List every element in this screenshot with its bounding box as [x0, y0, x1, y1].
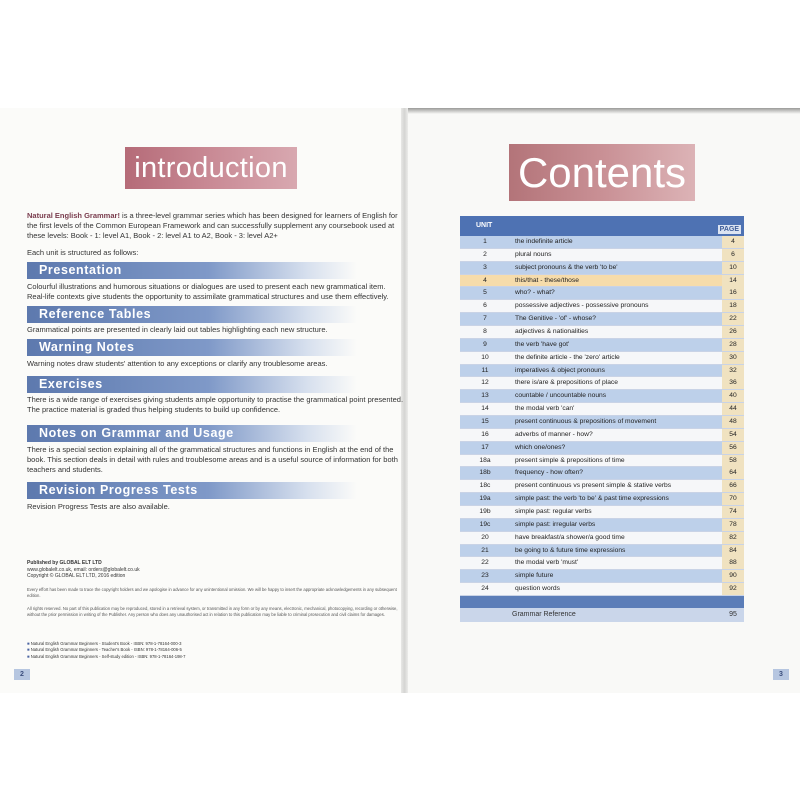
unit-page: 44 — [722, 403, 744, 415]
section-text-notes-grammar-usage: There is a special section explaining all of the grammatical structures and functions in English at the end of the book. This section deals in detail with rules and troublesome areas and is a useful source of information for both teachers and students. — [27, 445, 398, 474]
page-number-left: 2 — [14, 669, 30, 680]
unit-page: 90 — [722, 570, 744, 582]
page-number-right: 3 — [773, 669, 789, 680]
unit-number: 2 — [483, 250, 487, 258]
contents-row[interactable] — [460, 480, 744, 493]
unit-number: 8 — [483, 328, 487, 336]
contents-row[interactable] — [460, 300, 744, 313]
unit-title: frequency - how often? — [515, 469, 584, 477]
contents-rows — [460, 236, 744, 596]
unit-number: 6 — [483, 302, 487, 310]
contents-row[interactable] — [460, 262, 744, 275]
unit-page: 14 — [722, 275, 744, 287]
unit-number: 11 — [481, 366, 489, 374]
unit-number: 17 — [481, 443, 489, 451]
grammar-reference-row[interactable] — [460, 608, 744, 622]
unit-title: the indefinite article — [515, 238, 573, 245]
section-text-reference-tables: Grammatical points are presented in clearly laid out tables highlighting each new structure. — [27, 325, 328, 334]
unit-title: which one/ones? — [515, 443, 566, 451]
unit-page: 26 — [722, 326, 744, 338]
unit-title: present continuous vs present simple & stative verbs — [515, 482, 672, 490]
contents-row[interactable] — [460, 442, 744, 455]
unit-column-header: UNIT — [476, 222, 493, 229]
unit-page: 66 — [722, 480, 744, 492]
unit-title: the verb 'have got' — [515, 340, 570, 348]
unit-page: 22 — [722, 313, 744, 325]
unit-page: 30 — [722, 352, 744, 364]
section-heading-notes-grammar-usage: Notes on Grammar and Usage — [27, 425, 357, 442]
unit-page: 54 — [722, 429, 744, 441]
unit-title: the modal verb 'must' — [515, 559, 579, 567]
contents-row[interactable] — [460, 545, 744, 558]
unit-title: countable / uncountable nouns — [515, 392, 607, 400]
isbn-item: ■ Natural English Grammar Beginners - Self-study edition - ISBN: 978-1-78164-198-7 — [27, 653, 186, 659]
unit-number: 3 — [483, 263, 487, 271]
copyright-line: Copyright © GLOBAL ELT LTD, 2016 edition — [27, 573, 126, 579]
contents-row[interactable] — [460, 249, 744, 262]
section-heading-presentation: Presentation — [27, 262, 357, 279]
publisher-name: Published by GLOBAL ELT LTD — [27, 560, 102, 566]
contents-row[interactable] — [460, 493, 744, 506]
unit-number: 9 — [483, 340, 487, 348]
contents-row[interactable] — [460, 390, 744, 403]
unit-title: imperatives & object pronouns — [515, 366, 605, 374]
contents-row[interactable] — [460, 403, 744, 416]
contents-row[interactable] — [460, 467, 744, 480]
isbn-item: ■ Natural English Grammar Beginners - Teacher's Book - ISBN: 978-1-78164-006-5 — [27, 647, 182, 653]
unit-number: 12 — [481, 379, 489, 387]
unit-title: present simple & prepositions of time — [515, 456, 625, 464]
unit-number: 20 — [481, 533, 489, 541]
unit-title: present continuous & prepositions of movement — [515, 418, 657, 426]
unit-number: 1 — [483, 238, 487, 245]
unit-number: 19c — [479, 520, 491, 528]
unit-number: 18a — [479, 456, 491, 464]
unit-number: 22 — [481, 559, 489, 567]
unit-page: 6 — [722, 249, 744, 261]
contents-row[interactable] — [460, 557, 744, 570]
unit-title: have breakfast/a shower/a good time — [515, 533, 625, 541]
contents-row[interactable] — [460, 583, 744, 596]
series-name: Natural English Grammar! — [27, 211, 120, 220]
contents-title: Contents — [509, 144, 695, 201]
section-heading-revision-tests: Revision Progress Tests — [27, 482, 357, 499]
contents-row[interactable] — [460, 570, 744, 583]
unit-title: there is/are & prepositions of place — [515, 379, 618, 387]
unit-page: 28 — [722, 339, 744, 351]
unit-title: the definite article - the 'zero' article — [515, 353, 620, 361]
unit-number: 5 — [483, 289, 487, 297]
unit-number: 18c — [479, 482, 491, 490]
intro-paragraph — [27, 211, 399, 241]
unit-title: question words — [515, 585, 560, 593]
unit-title: who? - what? — [515, 289, 555, 297]
unit-title: this/that - these/those — [515, 276, 579, 284]
contents-row[interactable] — [460, 236, 744, 249]
contents-row[interactable] — [460, 519, 744, 532]
unit-number: 10 — [481, 353, 489, 361]
unit-page: 88 — [722, 557, 744, 569]
unit-number: 23 — [481, 572, 489, 580]
unit-page: 48 — [722, 416, 744, 428]
unit-page: 56 — [722, 442, 744, 454]
unit-number: 24 — [481, 585, 489, 593]
unit-page: 40 — [722, 390, 744, 402]
unit-number: 21 — [481, 546, 489, 554]
grammar-reference-title: Grammar Reference — [512, 611, 576, 619]
introduction-title: introduction — [125, 147, 297, 189]
contents-row[interactable] — [460, 275, 744, 288]
unit-title: plural nouns — [515, 250, 552, 258]
contents-row[interactable] — [460, 532, 744, 545]
isbn-list — [27, 641, 185, 660]
publisher-contact: www.globalelt.co.uk, email: orders@globalelt.co.uk — [27, 566, 140, 573]
unit-page: 78 — [722, 519, 744, 531]
structure-line: Each unit is structured as follows: — [27, 248, 139, 257]
unit-page: 70 — [722, 493, 744, 505]
unit-title: possessive adjectives - possessive pronouns — [515, 302, 649, 310]
section-heading-exercises: Exercises — [27, 376, 357, 393]
contents-divider — [460, 596, 744, 608]
section-text-warning-notes: Warning notes draw students' attention to any exceptions or clarify any troublesome areas. — [27, 359, 328, 368]
contents-table — [460, 216, 744, 622]
unit-number: 15 — [481, 418, 489, 426]
unit-number: 14 — [481, 405, 489, 413]
unit-number: 19a — [479, 495, 491, 503]
unit-page: 84 — [722, 545, 744, 557]
unit-number: 19b — [479, 508, 491, 516]
contents-header — [460, 216, 744, 236]
section-text-exercises: There is a wide range of exercises giving students ample opportunity to practise the grammatical point presented. The practice material is graded thus helping students to build up confidence. — [27, 395, 404, 414]
contents-row[interactable] — [460, 313, 744, 326]
section-text-revision-tests: Revision Progress Tests are also available. — [27, 502, 170, 511]
contents-row[interactable] — [460, 287, 744, 300]
unit-number: 13 — [481, 392, 489, 400]
unit-title: adverbs of manner - how? — [515, 430, 593, 438]
unit-title: adjectives & nationalities — [515, 328, 589, 336]
unit-title: the modal verb 'can' — [515, 405, 575, 413]
section-heading-warning-notes: Warning Notes — [27, 339, 357, 356]
unit-title: subject pronouns & the verb 'to be' — [515, 263, 618, 271]
contents-row[interactable] — [460, 429, 744, 442]
contents-row[interactable] — [460, 506, 744, 519]
unit-page: 58 — [722, 455, 744, 467]
unit-title: The Genitive - 'of' - whose? — [515, 315, 596, 323]
publisher-info — [27, 560, 140, 580]
unit-page: 32 — [722, 365, 744, 377]
isbn-item: ■ Natural English Grammar Beginners - Student's Book - ISBN: 978-1-78164-000-3 — [27, 641, 182, 646]
page-column-header: PAGE — [719, 226, 739, 233]
unit-title: simple past: the verb 'to be' & past time expressions — [515, 495, 669, 503]
grammar-reference-page: 95 — [729, 611, 737, 619]
unit-page: 64 — [722, 467, 744, 479]
contents-row[interactable] — [460, 365, 744, 378]
unit-page: 82 — [722, 532, 744, 544]
unit-title: simple future — [515, 572, 554, 580]
unit-page: 74 — [722, 506, 744, 518]
unit-page: 10 — [722, 262, 744, 274]
unit-title: be going to & future time expressions — [515, 546, 626, 554]
rights-notice: All rights reserved. No part of this publication may be reproduced, stored in a retrieval system, or transmitted in any form or by any means, electronic, mechanical, photocopying, recording or otherwise, without the prior permission in writing of the Publisher. Any person who does any unauthorised act in relation to this publication may be liable to criminal prosecution and civil claims for damages. — [27, 606, 398, 617]
unit-number: 18b — [479, 469, 491, 477]
unit-page: 16 — [722, 287, 744, 299]
contents-row[interactable] — [460, 326, 744, 339]
unit-title: simple past: irregular verbs — [515, 520, 596, 528]
contents-row[interactable] — [460, 377, 744, 390]
section-heading-reference-tables: Reference Tables — [27, 306, 357, 323]
unit-number: 4 — [483, 276, 487, 284]
unit-number: 7 — [483, 315, 487, 323]
unit-page: 4 — [722, 236, 744, 248]
page-shadow — [408, 108, 800, 114]
contents-row[interactable] — [460, 455, 744, 468]
unit-page: 92 — [722, 583, 744, 595]
unit-page: 18 — [722, 300, 744, 312]
unit-title: simple past: regular verbs — [515, 508, 592, 516]
contents-row[interactable] — [460, 416, 744, 429]
acknowledgement-note: Every effort has been made to trace the copyright holders and we apologise in advance for any unintentional omission. We will be happy to insert the appropriate acknowledgements in any subsequent edition. — [27, 587, 397, 598]
unit-page: 36 — [722, 377, 744, 389]
contents-row[interactable] — [460, 352, 744, 365]
intro-text: is a three-level grammar series which has been designed for learners of English for the first levels of the Common European Framework and can successfully supplement any coursebook used at these levels: Book - 1: level A1, Book - 2: level A1 to A2, Book - 3: level A2+ — [27, 211, 398, 240]
section-text-presentation: Colourful illustrations and humorous situations or dialogues are used to present each new grammatical item. Real-life contexts give students the opportunity to assimilate grammatical structures and use them effectively. — [27, 282, 389, 301]
contents-row[interactable] — [460, 339, 744, 352]
unit-number: 16 — [481, 430, 489, 438]
